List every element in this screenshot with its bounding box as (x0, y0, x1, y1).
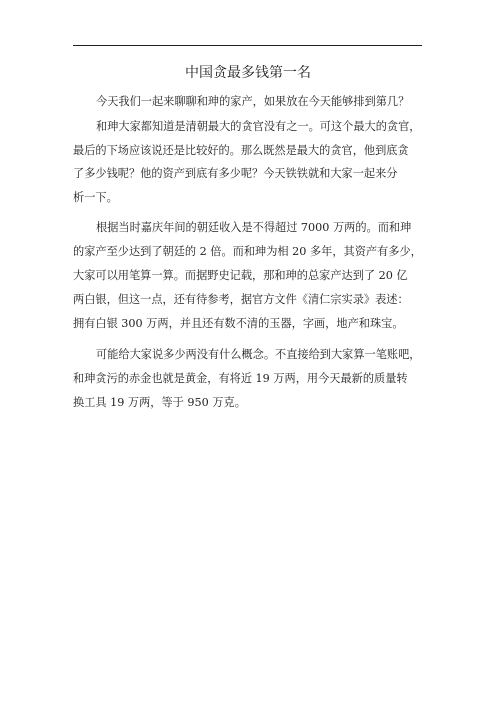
paragraph-2-line-3: 了多少钱呢？他的资产到底有多少呢？今天铁铁就和大家一起来分 (73, 167, 398, 180)
paragraph-2-line-1: 和珅大家都知道是清朝最大的贪官没有之一。可这个最大的贪官， (96, 120, 421, 133)
paragraph-1-line-1: 今天我们一起来聊聊和珅的家产，如果放在今天能够排到第几？ (96, 95, 410, 108)
header-rule (73, 45, 422, 46)
paragraph-4-line-3: 换工具 19 万两，等于 950 万克。 (73, 396, 246, 409)
paragraph-4-line-1: 可能给大家说多少两没有什么概念。不直接给到大家算一笔账吧， (96, 348, 421, 361)
document-title: 中国贪最多钱第一名 (185, 65, 311, 81)
paragraph-2-line-4: 析一下。 (73, 191, 118, 204)
paragraph-3-line-4: 两白银，但这一点，还有待参考，据官方文件《清仁宗实录》表述： (73, 293, 409, 306)
paragraph-2-line-2: 最后的下场应该说还是比较好的。那么既然是最大的贪官，他到底贪 (73, 144, 409, 157)
paragraph-3-line-5: 拥有白银 300 万两，并且还有数不清的玉器，字画，地产和珠宝。 (73, 317, 404, 330)
paragraph-3-line-2: 的家产至少达到了朝廷的 2 倍。而和珅为相 20 多年，其资产有多少， (73, 245, 422, 258)
paragraph-3-line-3: 大家可以用笔算一算。而据野史记载，那和珅的总家产达到了 20 亿 (73, 269, 408, 282)
paragraph-4-line-2: 和珅贪污的赤金也就是黄金，有将近 19 万两，用今天最新的质量转 (73, 372, 408, 385)
paragraph-3-line-1: 根据当时嘉庆年间的朝廷收入是不得超过 7000 万两的。而和珅 (96, 221, 412, 234)
